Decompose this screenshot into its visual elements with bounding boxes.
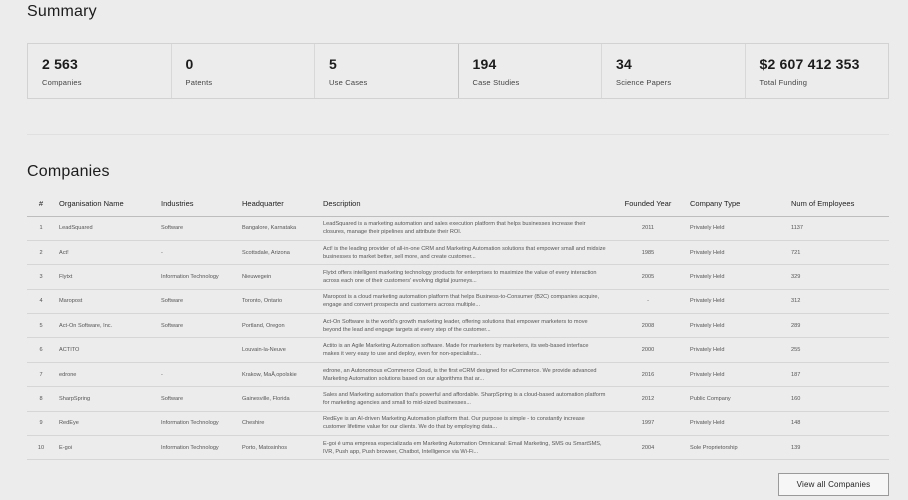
cell-num-of-employees: [787, 216, 889, 240]
stat-label: Science Papers: [616, 78, 672, 87]
cell-industries: [157, 411, 238, 435]
cell-row-number: [27, 387, 55, 411]
cell-founded-year: [610, 362, 686, 386]
column-header-company-type: Company Type: [686, 192, 787, 216]
industries-text: -: [161, 371, 163, 378]
industries-text: Software: [161, 225, 184, 232]
cell-num-of-employees: [787, 411, 889, 435]
row-number-text: 10: [37, 444, 45, 451]
cell-headquarter: [238, 314, 319, 338]
row-number-text: 2: [39, 249, 43, 256]
description-text: E-goi é uma empresa especializada em Marketing Automation Omnicanal: Email Marketing, SMS ou SmartSMS, IVR, Push app, Push browser, Chatbot, Intelligence via Wi-Fi...: [323, 440, 602, 455]
cell-organisation-name[interactable]: [55, 338, 157, 362]
stat-value: 0: [185, 56, 194, 72]
stat-total-funding: [746, 44, 889, 98]
num-of-employees-text: 187: [791, 371, 801, 378]
table-header-row: [27, 192, 889, 216]
headquarter-text: Nieuwegein: [242, 273, 272, 280]
row-number-text: 8: [39, 395, 43, 402]
cell-industries: [157, 240, 238, 264]
organisation-name-text: Maropost: [59, 298, 83, 305]
cell-row-number: [27, 265, 55, 289]
founded-year-text: 2005: [641, 273, 655, 280]
column-header-headquarter: Headquarter: [238, 192, 319, 216]
cell-industries: [157, 362, 238, 386]
row-number-text: 1: [39, 225, 43, 232]
cell-row-number: [27, 436, 55, 460]
founded-year-text: 2012: [641, 395, 655, 402]
cell-row-number: [27, 362, 55, 386]
table-row[interactable]: [27, 411, 889, 435]
num-of-employees-text: 721: [791, 249, 801, 256]
cell-company-type: [686, 338, 787, 362]
companies-title: Companies: [27, 163, 110, 180]
row-number-text: 7: [39, 371, 43, 378]
cell-company-type: [686, 289, 787, 313]
cell-founded-year: [610, 338, 686, 362]
cell-organisation-name[interactable]: [55, 411, 157, 435]
cell-founded-year: [610, 265, 686, 289]
cell-headquarter: [238, 289, 319, 313]
stat-value: 34: [616, 56, 632, 72]
company-type-text: Privately Held: [690, 420, 725, 427]
industries-text: -: [161, 249, 163, 256]
stat-case-studies: [459, 44, 603, 98]
description-text: LeadSquared is a marketing automation and sales execution platform that helps businesses increase their closures, manage their pipelines and attribute their ROI.: [323, 221, 586, 236]
cell-founded-year: [610, 436, 686, 460]
company-type-text: Privately Held: [690, 322, 725, 329]
industries-text: Software: [161, 395, 184, 402]
num-of-employees-text: 1137: [791, 225, 804, 232]
company-type-text: Privately Held: [690, 225, 725, 232]
stat-value: 5: [329, 56, 337, 72]
row-number-text: 9: [39, 420, 43, 427]
cell-industries: [157, 436, 238, 460]
description-text: Actito is an Agile Marketing Automation software. Made for marketers by marketers, its web-based interface makes it very easy to use and deploy, even for non-specialists...: [323, 343, 589, 358]
table-row[interactable]: [27, 240, 889, 264]
cell-num-of-employees: [787, 314, 889, 338]
table-row[interactable]: [27, 216, 889, 240]
cell-company-type: [686, 362, 787, 386]
cell-organisation-name[interactable]: [55, 362, 157, 386]
row-number-text: 4: [39, 298, 43, 305]
table-row[interactable]: [27, 436, 889, 460]
cell-description: [319, 314, 610, 338]
company-type-text: Privately Held: [690, 347, 725, 354]
headquarter-text: Portland, Oregon: [242, 322, 285, 329]
cell-description: [319, 338, 610, 362]
table-row[interactable]: [27, 265, 889, 289]
cell-description: [319, 436, 610, 460]
industries-text: Information Technology: [161, 273, 219, 280]
cell-description: [319, 289, 610, 313]
cell-company-type: [686, 240, 787, 264]
num-of-employees-text: 255: [791, 347, 801, 354]
cell-founded-year: [610, 411, 686, 435]
stat-science-papers: [602, 44, 746, 98]
headquarter-text: Louvain-la-Neuve: [242, 347, 286, 354]
num-of-employees-text: 312: [791, 298, 801, 305]
cell-organisation-name[interactable]: [55, 265, 157, 289]
headquarter-text: Bangalore, Karnataka: [242, 225, 297, 232]
cell-headquarter: [238, 436, 319, 460]
cell-row-number: [27, 240, 55, 264]
companies-table: [27, 192, 889, 460]
headquarter-text: Krakow, MaÅ‚opolskie: [242, 371, 297, 378]
organisation-name-text: ACTITO: [59, 347, 80, 354]
company-type-text: Public Company: [690, 395, 731, 402]
stat-value: $2 607 412 353: [759, 56, 860, 72]
cell-industries: [157, 314, 238, 338]
table-row[interactable]: [27, 338, 889, 362]
founded-year-text: 1985: [641, 249, 655, 256]
row-number-text: 3: [39, 273, 43, 280]
stat-label: Companies: [42, 78, 82, 87]
cell-num-of-employees: [787, 265, 889, 289]
company-type-text: Privately Held: [690, 371, 725, 378]
cell-headquarter: [238, 338, 319, 362]
cell-num-of-employees: [787, 362, 889, 386]
cell-company-type: [686, 314, 787, 338]
cell-row-number: [27, 314, 55, 338]
industries-text: Software: [161, 322, 184, 329]
stat-label: Patents: [185, 78, 213, 87]
stat-value: 194: [472, 56, 497, 72]
summary-title: Summary: [27, 3, 97, 20]
cell-row-number: [27, 289, 55, 313]
cell-organisation-name[interactable]: [55, 240, 157, 264]
description-text: Sales and Marketing automation that's powerful and affordable. SharpSpring is a cloud-based automation platform for marketing agencies and small to mid-sized businesses...: [323, 391, 606, 406]
cell-description: [319, 387, 610, 411]
cell-company-type: [686, 411, 787, 435]
organisation-name-text: LeadSquared: [59, 225, 93, 232]
description-text: Flytxt offers intelligent marketing technology products for enterprises to maximize the value of every interaction across each one of their customers' evolving digital journeys...: [323, 269, 597, 284]
headquarter-text: Gainesville, Florida: [242, 395, 290, 402]
cell-organisation-name[interactable]: [55, 387, 157, 411]
stat-companies: [28, 44, 172, 98]
num-of-employees-text: 148: [791, 420, 801, 427]
cell-founded-year: [610, 240, 686, 264]
row-number-text: 5: [39, 322, 43, 329]
organisation-name-text: Act!: [59, 249, 69, 256]
cell-company-type: [686, 216, 787, 240]
cell-num-of-employees: [787, 289, 889, 313]
num-of-employees-text: 160: [791, 395, 801, 402]
organisation-name-text: edrone: [59, 371, 77, 378]
column-header-organisation-name: Organisation Name: [55, 192, 157, 216]
organisation-name-text: Flytxt: [59, 273, 73, 280]
founded-year-text: 2016: [641, 371, 655, 378]
organisation-name-text: Act-On Software, Inc.: [59, 322, 113, 329]
table-row[interactable]: [27, 289, 889, 313]
cell-num-of-employees: [787, 338, 889, 362]
cell-industries: [157, 338, 238, 362]
cell-row-number: [27, 216, 55, 240]
num-of-employees-text: 329: [791, 273, 801, 280]
column-header-number: #: [27, 192, 55, 216]
stat-label: Use Cases: [329, 78, 368, 87]
cell-founded-year: [610, 289, 686, 313]
table-row[interactable]: [27, 314, 889, 338]
stat-use-cases: [315, 44, 459, 98]
cell-headquarter: [238, 411, 319, 435]
stat-label: Total Funding: [759, 78, 808, 87]
cell-organisation-name[interactable]: [55, 216, 157, 240]
cell-founded-year: [610, 314, 686, 338]
column-header-description: Description: [319, 192, 610, 216]
stat-patents: [172, 44, 316, 98]
cell-company-type: [686, 265, 787, 289]
company-type-text: Sole Proprietorship: [690, 444, 738, 451]
description-text: Maropost is a cloud marketing automation platform that helps Business-to-Consumer (B2C) companies acquire, engage and convert prospects and customers across multiple...: [323, 294, 600, 309]
founded-year-text: 2008: [641, 322, 655, 329]
cell-description: [319, 240, 610, 264]
headquarter-text: Scottsdale, Arizona: [242, 249, 290, 256]
company-type-text: Privately Held: [690, 249, 725, 256]
cell-headquarter: [238, 387, 319, 411]
cell-row-number: [27, 411, 55, 435]
organisation-name-text: RedEye: [59, 420, 79, 427]
cell-headquarter: [238, 216, 319, 240]
industries-text: Information Technology: [161, 420, 219, 427]
column-header-num-of-employees: Num of Employees: [787, 192, 889, 216]
company-type-text: Privately Held: [690, 298, 725, 305]
row-number-text: 6: [39, 347, 43, 354]
cell-industries: [157, 289, 238, 313]
founded-year-text: 2000: [641, 347, 655, 354]
cell-organisation-name[interactable]: [55, 314, 157, 338]
headquarter-text: Cheshire: [242, 420, 265, 427]
cell-num-of-employees: [787, 240, 889, 264]
company-type-text: Privately Held: [690, 273, 725, 280]
headquarter-text: Toronto, Ontario: [242, 298, 283, 305]
table-row[interactable]: [27, 387, 889, 411]
cell-company-type: [686, 436, 787, 460]
cell-description: [319, 216, 610, 240]
section-divider: [27, 134, 889, 135]
cell-industries: [157, 216, 238, 240]
description-text: edrone, an Autonomous eCommerce Cloud, is the first eCRM designed for eCommerce. We provide advanced Marketing Automation solutions based on our algorithms that ar...: [323, 367, 597, 382]
cell-industries: [157, 387, 238, 411]
cell-num-of-employees: [787, 387, 889, 411]
stat-value: 2 563: [42, 56, 79, 72]
num-of-employees-text: 139: [791, 444, 801, 451]
cell-description: [319, 265, 610, 289]
founded-year-text: 2011: [641, 225, 655, 232]
organisation-name-text: E-goi: [59, 444, 73, 451]
founded-year-text: 1997: [641, 420, 655, 427]
cell-organisation-name[interactable]: [55, 436, 157, 460]
cell-founded-year: [610, 216, 686, 240]
cell-headquarter: [238, 265, 319, 289]
cell-row-number: [27, 338, 55, 362]
cell-industries: [157, 265, 238, 289]
cell-headquarter: [238, 362, 319, 386]
cell-description: [319, 362, 610, 386]
founded-year-text: -: [647, 298, 649, 305]
description-text: Act! is the leading provider of all-in-one CRM and Marketing Automation solutions that empower small and midsize businesses to market better, sell more, and create customer...: [323, 245, 606, 260]
industries-text: Information Technology: [161, 444, 219, 451]
num-of-employees-text: 289: [791, 322, 801, 329]
founded-year-text: 2004: [641, 444, 655, 451]
description-text: Act-On Software is the world's growth marketing leader, offering solutions that empower marketers to move beyond the lead and engage targets at every step of the customer...: [323, 318, 588, 333]
table-row[interactable]: [27, 362, 889, 386]
industries-text: Software: [161, 298, 184, 305]
cell-headquarter: [238, 240, 319, 264]
description-text: RedEye is an AI-driven Marketing Automation platform that. Our purpose is simple - to constantly increase customer lifetime value for our clients. We do that by employing data...: [323, 416, 585, 431]
column-header-industries: Industries: [157, 192, 238, 216]
cell-num-of-employees: [787, 436, 889, 460]
column-header-founded-year: Founded Year: [610, 192, 686, 216]
cell-organisation-name[interactable]: [55, 289, 157, 313]
headquarter-text: Porto, Matosinhos: [242, 444, 288, 451]
stat-label: Case Studies: [472, 78, 520, 87]
view-all-companies-button[interactable]: View all Companies: [778, 473, 889, 496]
summary-stats: [27, 43, 889, 99]
cell-description: [319, 411, 610, 435]
organisation-name-text: SharpSpring: [59, 395, 91, 402]
cell-company-type: [686, 387, 787, 411]
cell-founded-year: [610, 387, 686, 411]
